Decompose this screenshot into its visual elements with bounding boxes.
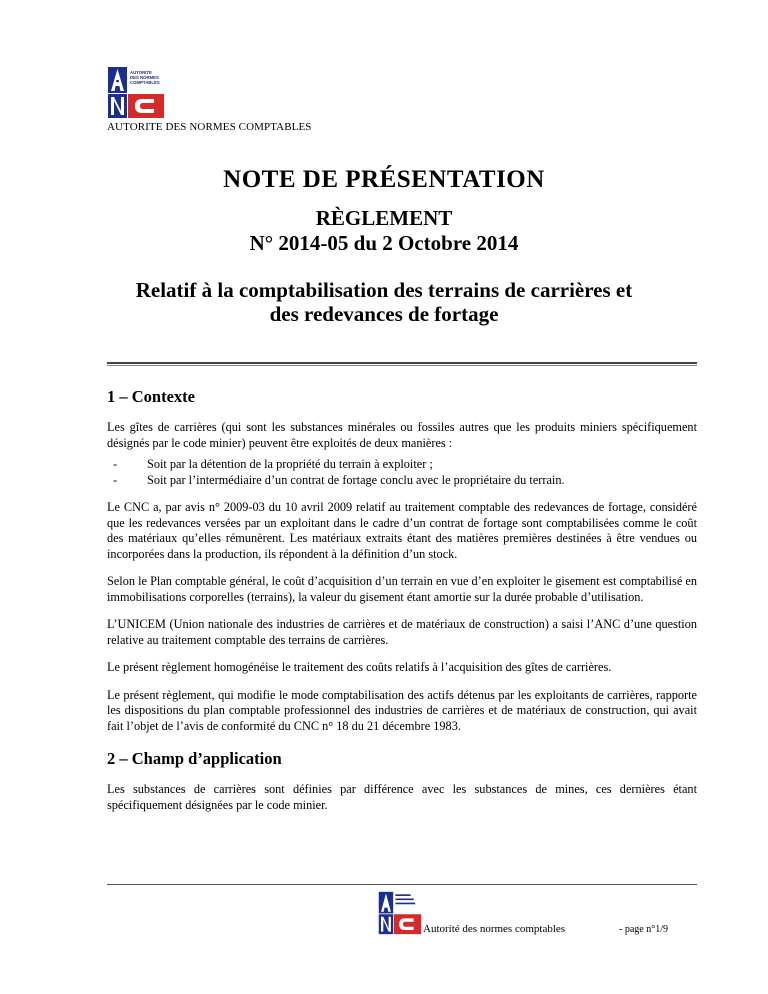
document-title: NOTE DE PRÉSENTATION [223, 166, 545, 193]
logo-text-line2: DES NORMES [130, 75, 159, 80]
paragraph: L’UNICEM (Union nationale des industries de carrières et de matériaux de construction) a saisi l’ANC d’une question relative au traitement comptable des terrains de carrières. [107, 617, 697, 647]
anc-logo [107, 66, 165, 119]
paragraph: Le présent règlement homogénéise le traitement des coûts relatifs à l’acquisition des gîtes de carrières. [107, 660, 612, 674]
regulation-number: N° 2014-05 du 2 Octobre 2014 [249, 231, 519, 255]
regulation-label: RÈGLEMENT [315, 206, 453, 230]
bullet-marker: - [113, 472, 118, 487]
footer-organization: Autorité des normes comptables [423, 923, 566, 935]
bullet-list [107, 457, 697, 488]
paragraph: Les substances de carrières sont définies par différence avec les substances de mines, ces dernières étant spécifiquement désignées par le code minier. [107, 782, 697, 812]
regulation-subject [0, 278, 768, 326]
logo-text-line3: COMPTABLES [130, 80, 160, 85]
section-heading-context: 1 – Contexte [107, 387, 195, 406]
regulation-heading [0, 206, 768, 256]
footer-divider [107, 884, 697, 885]
paragraph: Le présent règlement, qui modifie le mode comptabilisation des actifs détenus par les exploitants de carrières, rapporte les dispositions du plan comptable professionnel des industries de carrières et de matériaux de construction, qui avait fait l’objet de l’avis de conformité du CNC n° 18 du 21 décembre 1983. [107, 687, 697, 733]
organization-name: AUTORITE DES NORMES COMPTABLES [107, 121, 312, 133]
bullet-marker: - [113, 457, 118, 471]
list-item: - Soit par l’intermédiaire d’un contrat de fortage conclu avec le propriétaire du terrain. [113, 472, 565, 487]
page-number: - page n°1/9 [619, 924, 668, 935]
list-item: - Soit par la détention de la propriété du terrain à exploiter ; [113, 457, 433, 471]
section-heading-scope: 2 – Champ d’application [107, 749, 282, 768]
paragraph: Les gîtes de carrières (qui sont les substances minérales ou fossiles autres que les produits miniers spécifiquement désignés par le code minier) peuvent être exploités de deux manières : [107, 420, 697, 450]
document-body [107, 388, 697, 825]
header-divider [107, 362, 697, 366]
anc-footer-logo [378, 891, 422, 935]
subject-line-1: Relatif à la comptabilisation des terrains de carrières et [135, 278, 633, 302]
paragraph: Le CNC a, par avis n° 2009-03 du 10 avril 2009 relatif au traitement comptable des redevances de fortage, considéré que les redevances versées par un exploitant dans le cadre d’un contrat de fortage sont comptabilisées comme le coût des matériaux qu’elles rémunèrent. Les matériaux extraits étant des matières premières destinées à être vendues ou incorporées dans la production, ils répondent à la définition d’un stock. [107, 500, 697, 561]
logo-text-line1: AUTORITE [130, 70, 152, 75]
paragraph: Selon le Plan comptable général, le coût d’acquisition d’un terrain en vue d’en exploiter le gisement est comptabilisé en immobilisations corporelles (terrains), la valeur du gisement étant amortie sur la durée probable d’utilisation. [107, 574, 697, 604]
subject-line-2: des redevances de fortage [269, 302, 499, 326]
